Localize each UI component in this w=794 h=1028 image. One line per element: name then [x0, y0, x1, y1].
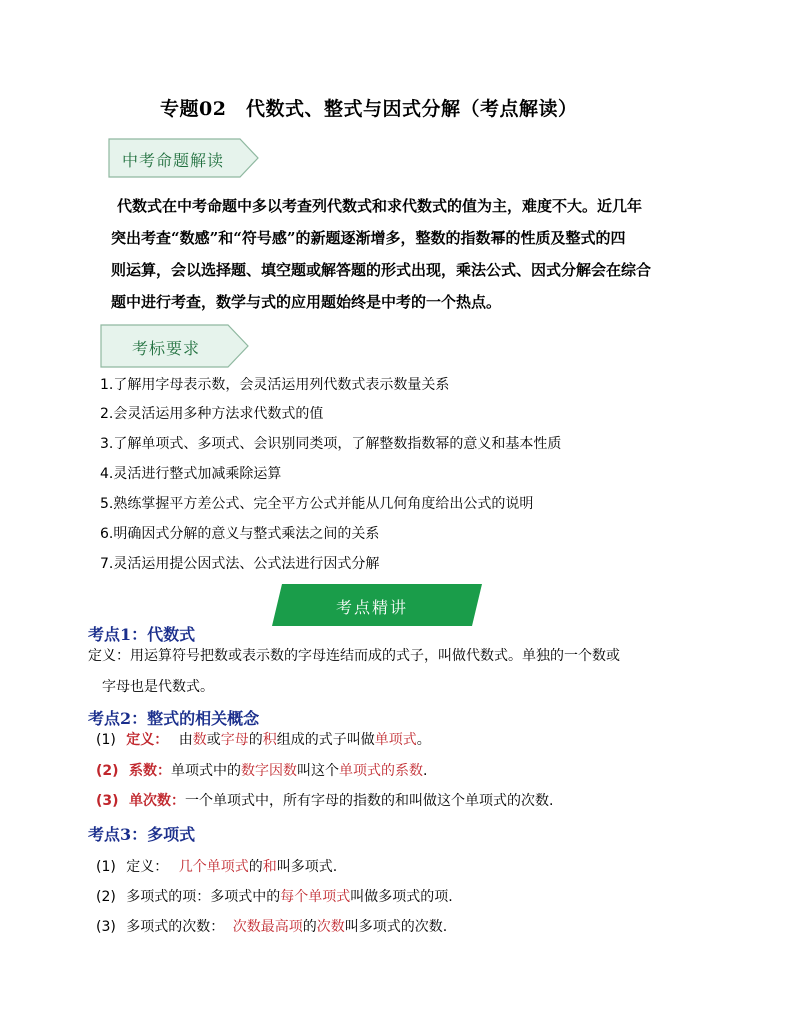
text: 由 [178, 732, 193, 748]
item-label: 定义： [126, 732, 169, 748]
intro-line: 题中进行考查，数学与式的应用题始终是中考的一个热点。 [111, 293, 502, 311]
requirement-item: 4.灵活进行整式加减乘除运算 [100, 466, 282, 482]
emphasis: 单项式的系数 [339, 763, 423, 779]
section-badge-standard-requirements [100, 324, 250, 368]
requirement-item: 6.明确因式分解的意义与整式乘法之间的关系 [100, 526, 380, 542]
kd3-item-terms [96, 886, 453, 906]
text: 一个单项式中，所有字母的指数的和叫做这个单项式的次数. [185, 793, 554, 809]
requirement-item: 3.了解单项式、多项式、会识别同类项，了解整数指数幂的意义和基本性质 [100, 436, 562, 452]
text: 叫多项式的次数. [344, 919, 448, 935]
intro-paragraph [111, 190, 677, 318]
banner-label: 考点精讲 [336, 598, 409, 617]
text: 多项式的次数： [126, 919, 225, 935]
text: 单项式中的 [171, 763, 241, 779]
section-badge-exam-reading [108, 138, 260, 178]
section-heading-kd1: 考点1：代数式 [88, 625, 196, 644]
page-title: 专题02 代数式、整式与因式分解（考点解读） [160, 98, 578, 120]
text: 多项式的项：多项式中的 [126, 889, 281, 905]
badge-label: 中考命题解读 [122, 151, 225, 170]
text: 或 [206, 732, 221, 748]
emphasis: 字母 [220, 732, 249, 748]
key-points-banner [272, 584, 482, 626]
intro-line: 代数式在中考命题中多以考查列代数式和求代数式的值为主，难度不大。近几年 [117, 197, 643, 215]
emphasis: 和 [262, 859, 277, 875]
item-number: (2) [96, 763, 119, 779]
item-number: (3) [96, 793, 119, 809]
emphasis: 积 [262, 732, 277, 748]
text: 叫多项式. [276, 859, 338, 875]
intro-line: 则运算，会以选择题、填空题或解答题的形式出现，乘法公式、因式分解会在综合 [111, 261, 652, 279]
item-number: (2) [96, 889, 116, 905]
item-number: (1) [96, 732, 116, 748]
text: 叫做多项式的项. [350, 889, 453, 905]
kd2-item-definition [96, 729, 431, 749]
text: 。 [416, 732, 431, 748]
item-label: 系数： [129, 763, 171, 779]
emphasis: 次数最高项 [232, 919, 303, 935]
emphasis: 单项式 [374, 732, 417, 748]
kd3-item-definition [96, 856, 337, 876]
emphasis: 次数 [316, 919, 345, 935]
kd1-definition-line: 定义：用运算符号把数或表示数的字母连结而成的式子，叫做代数式。单独的一个数或 [88, 648, 620, 664]
requirement-item: 2.会灵活运用多种方法求代数式的值 [100, 406, 324, 422]
item-label: 单次数： [129, 793, 185, 809]
kd2-item-coefficient [96, 760, 427, 780]
text: 的 [248, 859, 263, 875]
text: 叫这个 [297, 763, 339, 779]
text: . [423, 763, 428, 779]
intro-line: 突出考查“数感”和“符号感”的新题逐渐增多，整数的指数幂的性质及整式的四 [111, 229, 626, 247]
item-number: (1) [96, 859, 116, 875]
text: 的 [302, 919, 317, 935]
emphasis: 数字因数 [241, 763, 297, 779]
item-number: (3) [96, 919, 116, 935]
requirement-item: 7.灵活运用提公因式法、公式法进行因式分解 [100, 556, 380, 572]
emphasis: 几个单项式 [178, 859, 249, 875]
section-heading-kd3: 考点3：多项式 [88, 825, 196, 844]
kd3-item-degree [96, 916, 447, 936]
emphasis: 数 [192, 732, 207, 748]
emphasis: 每个单项式 [280, 889, 351, 905]
text: 的 [248, 732, 263, 748]
text: 组成的式子叫做 [276, 732, 375, 748]
badge-label: 考标要求 [132, 339, 201, 358]
requirement-item: 1.了解用字母表示数，会灵活运用列代数式表示数量关系 [100, 377, 450, 393]
kd2-item-degree [96, 790, 553, 810]
kd1-definition-line: 字母也是代数式。 [102, 679, 214, 695]
requirement-item: 5.熟练掌握平方差公式、完全平方公式并能从几何角度给出公式的说明 [100, 496, 534, 512]
text: 定义： [126, 859, 169, 875]
section-heading-kd2: 考点2：整式的相关概念 [88, 709, 260, 728]
